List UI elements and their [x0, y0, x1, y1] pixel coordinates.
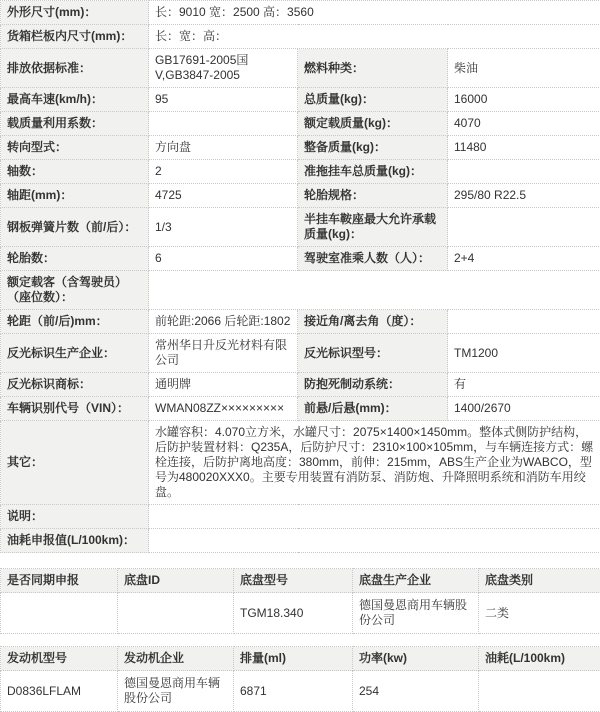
chassis-cell: 德国曼恩商用车辆股份公司: [353, 593, 479, 634]
spec-value: GB17691-2005国V,GB3847-2005: [149, 49, 298, 88]
spec-row: [1, 505, 600, 529]
spec-row: [1, 247, 600, 271]
spec-label: 半挂车鞍座最大允许承载质量(kg)：: [298, 208, 448, 247]
spec-label: 载质量利用系数：: [1, 112, 149, 136]
spec-value: 方向盘: [149, 136, 298, 160]
spec-label: 油耗申报值(L/100km)：: [1, 529, 149, 553]
spec-label: 轮距（前/后)mm：: [1, 310, 149, 334]
spec-value: 2: [149, 160, 298, 184]
spec-label: 总质量(kg)：: [298, 88, 448, 112]
spec-value: 4070: [448, 112, 600, 136]
chassis-cell: 二类: [479, 593, 600, 634]
spec-value: TM1200: [448, 334, 600, 373]
spec-value: 通明牌: [149, 373, 298, 397]
spec-row: [1, 49, 600, 88]
spec-label: 准拖挂车总质量(kg)：: [298, 160, 448, 184]
chassis-header-cell: 底盘类别: [479, 569, 600, 593]
spec-label: 防抱死制动系统：: [298, 373, 448, 397]
chassis-table: [0, 568, 600, 634]
spec-value: 6: [149, 247, 298, 271]
spec-value: 柴油: [448, 49, 600, 88]
chassis-header-cell: 底盘ID: [118, 569, 234, 593]
spec-label: 轮胎数：: [1, 247, 149, 271]
spec-label: 反光标识型号：: [298, 334, 448, 373]
engine-cell: 254: [353, 671, 479, 712]
chassis-data-row: [1, 593, 600, 634]
spec-label: 反光标识生产企业：: [1, 334, 149, 373]
spec-row: [1, 25, 600, 49]
spec-label: 反光标识商标：: [1, 373, 149, 397]
spec-value: 有: [448, 373, 600, 397]
spec-value: [149, 112, 298, 136]
spec-value-other: 水罐容积：4.070立方米，水罐尺寸：2075×1400×1450mm。整体式侧防护结构，后防护装置材料：Q235A，后防护尺寸：2310×100×105mm，与车辆连接方式：螺栓连接，后防护离地高度：380mm，前伸：215mm，ABS生产企业为WABCO，型号为480020XXX0。主要专用装置有消防泵、消防炮、升降照明系统和消防车用绞盘。: [149, 421, 600, 505]
engine-cell: 德国曼恩商用车辆股份公司: [118, 671, 234, 712]
chassis-header-cell: 底盘生产企业: [353, 569, 479, 593]
spec-value: [149, 529, 600, 553]
spec-row: [1, 136, 600, 160]
spec-row-other: [1, 421, 600, 505]
spec-value: 11480: [448, 136, 600, 160]
spec-label: 轮胎规格：: [298, 184, 448, 208]
spec-label: 额定载质量(kg)：: [298, 112, 448, 136]
spec-row: [1, 88, 600, 112]
spec-value: 95: [149, 88, 298, 112]
engine-cell: D0836LFLAM: [1, 671, 118, 712]
spec-label: 其它：: [1, 421, 149, 505]
spec-value: 前轮距:2066 后轮距:1802: [149, 310, 298, 334]
spec-value: 16000: [448, 88, 600, 112]
spec-value: 2+4: [448, 247, 600, 271]
spec-value: [149, 271, 600, 310]
chassis-header-cell: 底盘型号: [234, 569, 353, 593]
spec-value: 1400/2670: [448, 397, 600, 421]
spec-row: [1, 112, 600, 136]
spec-label: 说明：: [1, 505, 149, 529]
engine-cell: [479, 671, 600, 712]
spec-row: [1, 529, 600, 553]
spec-label: 车辆识别代号（VIN）：: [1, 397, 149, 421]
spec-row: [1, 184, 600, 208]
spec-value: 295/80 R22.5: [448, 184, 600, 208]
spec-label: 燃料种类：: [298, 49, 448, 88]
engine-header-cell: 排量(ml): [234, 647, 353, 671]
spec-label: 排放依据标准：: [1, 49, 149, 88]
spec-value: [448, 208, 600, 247]
engine-data-row: [1, 671, 600, 712]
spec-label: 轴数：: [1, 160, 149, 184]
spec-row: [1, 373, 600, 397]
spec-value: [149, 505, 600, 529]
spec-label: 整备质量(kg)：: [298, 136, 448, 160]
engine-header-cell: 发动机型号: [1, 647, 118, 671]
spec-value: 常州华日升反光材料有限公司: [149, 334, 298, 373]
spec-row: [1, 397, 600, 421]
spec-label: 最高车速(km/h)：: [1, 88, 149, 112]
engine-header-cell: 油耗(L/100km): [479, 647, 600, 671]
spec-label: 额定载客（含驾驶员）（座位数）：: [1, 271, 149, 310]
spec-label: 转向型式：: [1, 136, 149, 160]
spec-value: WMAN08ZZ×××××××××: [149, 397, 298, 421]
spec-value: 长：9010 宽：2500 高：3560: [149, 1, 600, 25]
chassis-header-cell: 是否同期申报: [1, 569, 118, 593]
spec-value: [448, 160, 600, 184]
spec-label: 货箱栏板内尺寸(mm)：: [1, 25, 149, 49]
spec-row: [1, 1, 600, 25]
spec-value: 1/3: [149, 208, 298, 247]
spec-label: 前悬/后悬(mm)：: [298, 397, 448, 421]
spec-label: 外形尺寸(mm)：: [1, 1, 149, 25]
spec-row: [1, 334, 600, 373]
chassis-header-row: [1, 569, 600, 593]
table-gap: [0, 553, 600, 568]
engine-header-cell: 功率(kw): [353, 647, 479, 671]
spec-label: 轴距(mm)：: [1, 184, 149, 208]
spec-row: [1, 310, 600, 334]
spec-value: 长：宽：高：: [149, 25, 600, 49]
engine-header-cell: 发动机企业: [118, 647, 234, 671]
spec-row: [1, 160, 600, 184]
table-gap: [0, 634, 600, 646]
spec-label: 钢板弹簧片数（前/后）：: [1, 208, 149, 247]
chassis-cell: [118, 593, 234, 634]
spec-value: [448, 310, 600, 334]
chassis-cell: TGM18.340: [234, 593, 353, 634]
chassis-cell: [1, 593, 118, 634]
spec-row: [1, 271, 600, 310]
spec-label: 驾驶室准乘人数（人）：: [298, 247, 448, 271]
engine-table: [0, 646, 600, 712]
spec-value: 4725: [149, 184, 298, 208]
engine-cell: 6871: [234, 671, 353, 712]
spec-label: 接近角/离去角（度）：: [298, 310, 448, 334]
spec-row: [1, 208, 600, 247]
engine-header-row: [1, 647, 600, 671]
